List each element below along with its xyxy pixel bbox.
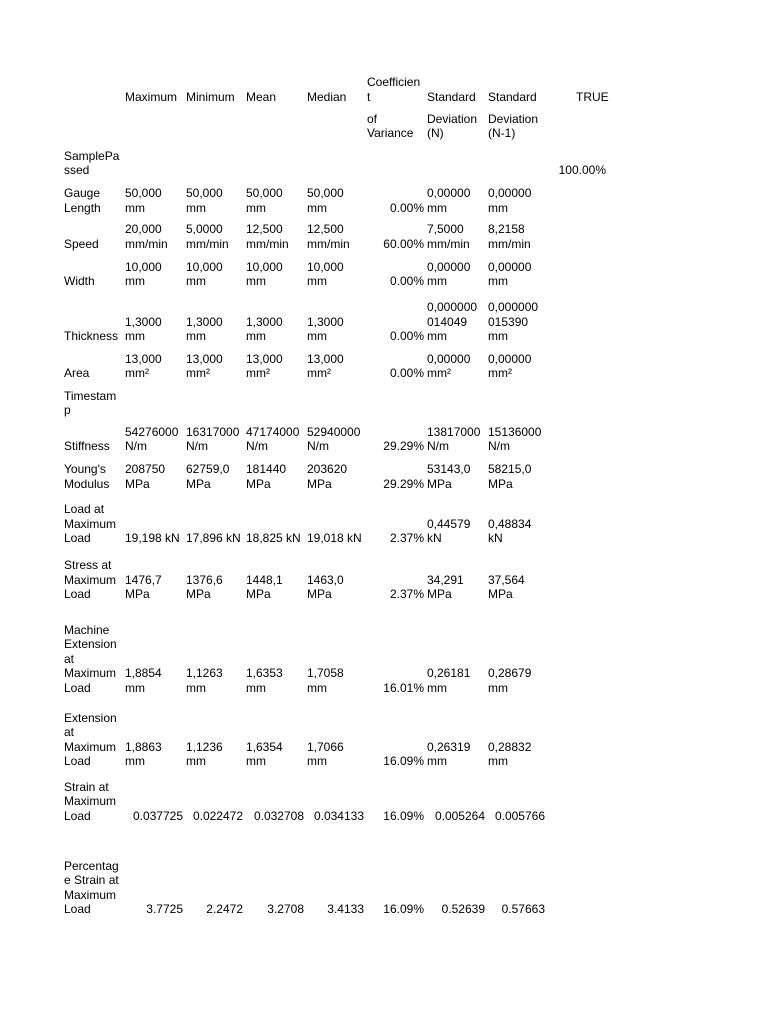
row-label: Maximum — [64, 888, 117, 902]
cell-max: 10,000 — [125, 260, 162, 274]
cell-min: 1,1263 — [186, 666, 223, 680]
row-label: Speed — [64, 237, 99, 251]
cell-std-unit: mm — [427, 274, 447, 288]
row-label: Timestam — [64, 389, 117, 403]
sample-passed-value: 100.00% — [558, 163, 606, 177]
cell-std: 0,00000 — [427, 260, 471, 274]
header-std-n1-line3: (N-1) — [488, 126, 516, 140]
cell-mean: 10,000 — [246, 260, 283, 274]
cell-std-unit: kN — [427, 531, 442, 545]
row-label: Load — [64, 902, 91, 916]
cell-std-n1: 58215,0 — [488, 462, 532, 476]
cell-cov: 0.00% — [389, 329, 424, 343]
header-median: Median — [307, 90, 347, 104]
cell-std-n1-unit: N/m — [488, 439, 510, 453]
row-label: Length — [64, 201, 101, 215]
row-label: Load — [64, 531, 91, 545]
row-label: Maximum — [64, 794, 117, 808]
cell-min-unit: N/m — [186, 439, 208, 453]
cell-mean-unit: MPa — [246, 587, 271, 601]
cell-std-n1-unit: mm — [488, 201, 508, 215]
cell-mean: 1,6354 — [246, 740, 283, 754]
cell-median: 1,7066 — [307, 740, 344, 754]
cell-mean: 1448,1 — [246, 573, 283, 587]
cell-std: 53143,0 — [427, 462, 471, 476]
cell-mean-unit: mm — [246, 329, 266, 343]
cell-std: 0,00000 — [427, 352, 471, 366]
cell-median-unit: mm — [307, 329, 327, 343]
row-label: Load at — [64, 502, 105, 516]
row-label: Area — [64, 366, 90, 380]
cell-std-unit: mm — [427, 201, 447, 215]
cell-median: 1,3000 — [307, 315, 344, 329]
cell-std-n1-unit: mm² — [488, 366, 512, 380]
cell-min: 1,3000 — [186, 315, 223, 329]
row-label: SamplePa — [64, 149, 120, 163]
row-label: Maximum — [64, 517, 117, 531]
cell-median: 0.034133 — [313, 809, 364, 823]
row-label: p — [64, 403, 71, 417]
header-cov-line1: Coefficien — [367, 75, 421, 89]
row-label: Width — [64, 274, 95, 288]
row-label: Maximum — [64, 573, 117, 587]
cell-mean: 47174000 — [246, 425, 300, 439]
row-label: Stress at — [64, 558, 112, 572]
cell-std-n1: 0,28832 — [488, 740, 532, 754]
header-std-n1-line2: Deviation — [488, 112, 539, 126]
cell-min: 62759,0 — [186, 462, 230, 476]
cell-std-unit: mm² — [427, 366, 451, 380]
cell-max-unit: MPa — [125, 587, 150, 601]
cell-std: 13817000 — [427, 425, 481, 439]
cell-median-unit: mm — [307, 201, 327, 215]
cell-mean-unit: mm — [246, 681, 266, 695]
row-label: Machine — [64, 623, 110, 637]
cell-std-unit: mm — [427, 329, 447, 343]
cell-cov: 29.29% — [383, 439, 424, 453]
cell-max-unit: mm — [125, 681, 145, 695]
cell-cov: 16.09% — [383, 902, 424, 916]
cell-std: 0.005264 — [434, 809, 485, 823]
cell-min-unit: mm — [186, 201, 206, 215]
cell-std-unit: mm/min — [427, 237, 470, 251]
cell-median: 10,000 — [307, 260, 344, 274]
row-label: Modulus — [64, 477, 110, 491]
cell-std-n1: 15136000 — [488, 425, 542, 439]
cell-max: 1,3000 — [125, 315, 162, 329]
cell-min: 17,896 kN — [186, 531, 241, 545]
cell-max: 0.037725 — [132, 809, 183, 823]
cell-cov: 16.09% — [383, 809, 424, 823]
header-cov-line3: of — [367, 112, 378, 126]
cell-std: 0,000000 — [427, 300, 478, 314]
cell-max-unit: mm — [125, 274, 145, 288]
cell-max: 50,000 — [125, 186, 162, 200]
cell-min: 50,000 — [186, 186, 223, 200]
cell-min: 1376,6 — [186, 573, 223, 587]
cell-cov: 16.01% — [383, 681, 424, 695]
header-true: TRUE — [576, 90, 609, 104]
cell-min: 5,0000 — [186, 222, 223, 236]
row-label: Stiffness — [64, 439, 110, 453]
cell-median: 52940000 — [307, 425, 361, 439]
cell-min-unit: mm — [186, 329, 206, 343]
row-label: Young's — [64, 462, 106, 476]
cell-std-n1: 0.005766 — [494, 809, 545, 823]
cell-min-unit: mm — [186, 754, 206, 768]
cell-min-unit: MPa — [186, 477, 211, 491]
row-label: at — [64, 725, 75, 739]
cell-std: 0.52639 — [441, 902, 485, 916]
cell-std-n1-unit: mm — [488, 754, 508, 768]
cell-min: 13,000 — [186, 352, 223, 366]
cell-min: 1,1236 — [186, 740, 223, 754]
cell-mean: 50,000 — [246, 186, 283, 200]
row-label: Percentag — [64, 859, 119, 873]
header-maximum: Maximum — [125, 90, 178, 104]
header-std-n-line3: (N) — [427, 126, 444, 140]
cell-std-unit: MPa — [427, 477, 452, 491]
cell-min: 16317000 — [186, 425, 240, 439]
cell-std: 0,26319 — [427, 740, 471, 754]
cell-mean-unit: mm — [246, 754, 266, 768]
cell-max: 20,000 — [125, 222, 162, 236]
cell-mean-unit: mm/min — [246, 237, 289, 251]
header-std-n-line1: Standard — [427, 90, 476, 104]
cell-min-unit: mm² — [186, 366, 210, 380]
cell-mean-unit: mm — [246, 201, 266, 215]
cell-std-n1-unit: mm — [488, 274, 508, 288]
cell-min-unit: mm — [186, 274, 206, 288]
cell-min-unit: mm — [186, 681, 206, 695]
row-label: Load — [64, 754, 91, 768]
cell-std-n1-unit: MPa — [488, 587, 513, 601]
header-std-n1-line1: Standard — [488, 90, 537, 104]
row-label: Load — [64, 587, 91, 601]
cell-median: 19,018 kN — [307, 531, 362, 545]
cell-cov: 2.37% — [389, 531, 424, 545]
cell-median: 13,000 — [307, 352, 344, 366]
cell-max-unit: mm — [125, 329, 145, 343]
cell-max: 3.7725 — [146, 902, 183, 916]
cell-max: 13,000 — [125, 352, 162, 366]
cell-min: 10,000 — [186, 260, 223, 274]
cell-min-unit: MPa — [186, 587, 211, 601]
cell-std-unit: mm — [427, 754, 447, 768]
cell-std: 34,291 — [427, 573, 464, 587]
row-label: Maximum — [64, 666, 117, 680]
cell-std: 0,44579 — [427, 517, 471, 531]
cell-median: 50,000 — [307, 186, 344, 200]
header-cov-line4: Variance — [367, 126, 414, 140]
cell-min-unit: mm/min — [186, 237, 229, 251]
cell-median-unit: mm/min — [307, 237, 350, 251]
cell-std: 0,00000 — [427, 186, 471, 200]
row-label: Gauge — [64, 186, 101, 200]
header-minimum: Minimum — [186, 90, 235, 104]
cell-max: 1476,7 — [125, 573, 162, 587]
cell-cov: 29.29% — [383, 477, 424, 491]
cell-median-unit: N/m — [307, 439, 329, 453]
cell-std-cont: 014049 — [427, 315, 468, 329]
cell-max-unit: mm — [125, 754, 145, 768]
cell-cov: 2.37% — [389, 587, 424, 601]
row-label: Extension — [64, 637, 117, 651]
cell-mean: 18,825 kN — [246, 531, 301, 545]
row-label: e Strain at — [64, 873, 119, 887]
cell-cov: 0.00% — [389, 201, 424, 215]
cell-cov: 60.00% — [383, 237, 424, 251]
cell-std-n1-unit: kN — [488, 531, 503, 545]
cell-median-unit: MPa — [307, 587, 332, 601]
cell-median: 1,7058 — [307, 666, 344, 680]
cell-mean: 3.2708 — [267, 902, 304, 916]
cell-std-n1: 0,00000 — [488, 186, 532, 200]
cell-std-n1: 0,00000 — [488, 260, 532, 274]
cell-median-unit: MPa — [307, 477, 332, 491]
cell-std-n1-unit: mm — [488, 681, 508, 695]
cell-max-unit: mm/min — [125, 237, 168, 251]
cell-std: 7,5000 — [427, 222, 464, 236]
cell-std-unit: MPa — [427, 587, 452, 601]
row-label: Maximum — [64, 740, 117, 754]
cell-mean: 13,000 — [246, 352, 283, 366]
cell-max-unit: mm — [125, 201, 145, 215]
row-label: Load — [64, 809, 91, 823]
cell-median-unit: mm² — [307, 366, 331, 380]
header-std-n-line2: Deviation — [427, 112, 478, 126]
cell-max-unit: mm² — [125, 366, 149, 380]
cell-std-n1-cont: 015390 — [488, 315, 529, 329]
cell-mean: 1,6353 — [246, 666, 283, 680]
cell-mean-unit: mm² — [246, 366, 270, 380]
cell-mean-unit: mm — [246, 274, 266, 288]
header-mean: Mean — [246, 90, 277, 104]
cell-std-unit: mm — [427, 681, 447, 695]
cell-cov: 16.09% — [383, 754, 424, 768]
cell-std-n1: 0,48834 — [488, 517, 532, 531]
cell-median-unit: mm — [307, 754, 327, 768]
cell-median-unit: mm — [307, 274, 327, 288]
cell-std-unit: N/m — [427, 439, 449, 453]
header-cov-line2: t — [367, 90, 371, 104]
cell-std-n1: 0,00000 — [488, 352, 532, 366]
cell-std-n1: 37,564 — [488, 573, 525, 587]
cell-max: 1,8854 — [125, 666, 162, 680]
cell-cov: 0.00% — [389, 366, 424, 380]
cell-max: 54276000 — [125, 425, 179, 439]
cell-std-n1: 0,000000 — [488, 300, 539, 314]
cell-median: 3.4133 — [327, 902, 364, 916]
cell-mean: 0.032708 — [253, 809, 304, 823]
cell-min: 2.2472 — [206, 902, 243, 916]
row-label: at — [64, 652, 75, 666]
row-label: Thickness — [64, 329, 119, 343]
cell-median: 1463,0 — [307, 573, 344, 587]
cell-max: 1,8863 — [125, 740, 162, 754]
cell-std-n1: 0,28679 — [488, 666, 532, 680]
cell-cov: 0.00% — [389, 274, 424, 288]
cell-std: 0,26181 — [427, 666, 471, 680]
cell-std-n1-unit: mm — [488, 329, 508, 343]
cell-median-unit: mm — [307, 681, 327, 695]
cell-mean: 181440 — [246, 462, 287, 476]
cell-median: 203620 — [307, 462, 348, 476]
row-label: Strain at — [64, 780, 109, 794]
cell-min: 0.022472 — [192, 809, 243, 823]
row-label: Extension — [64, 711, 117, 725]
row-label: Load — [64, 681, 91, 695]
cell-mean-unit: N/m — [246, 439, 268, 453]
cell-max: 208750 — [125, 462, 166, 476]
cell-max-unit: MPa — [125, 477, 150, 491]
cell-max: 19,198 kN — [125, 531, 180, 545]
cell-mean: 1,3000 — [246, 315, 283, 329]
cell-std-n1-unit: mm/min — [488, 237, 531, 251]
cell-mean: 12,500 — [246, 222, 283, 236]
cell-max-unit: N/m — [125, 439, 147, 453]
cell-std-n1: 8,2158 — [488, 222, 525, 236]
cell-mean-unit: MPa — [246, 477, 271, 491]
cell-std-n1-unit: MPa — [488, 477, 513, 491]
row-label: ssed — [64, 163, 90, 177]
cell-std-n1: 0.57663 — [501, 902, 545, 916]
cell-median: 12,500 — [307, 222, 344, 236]
